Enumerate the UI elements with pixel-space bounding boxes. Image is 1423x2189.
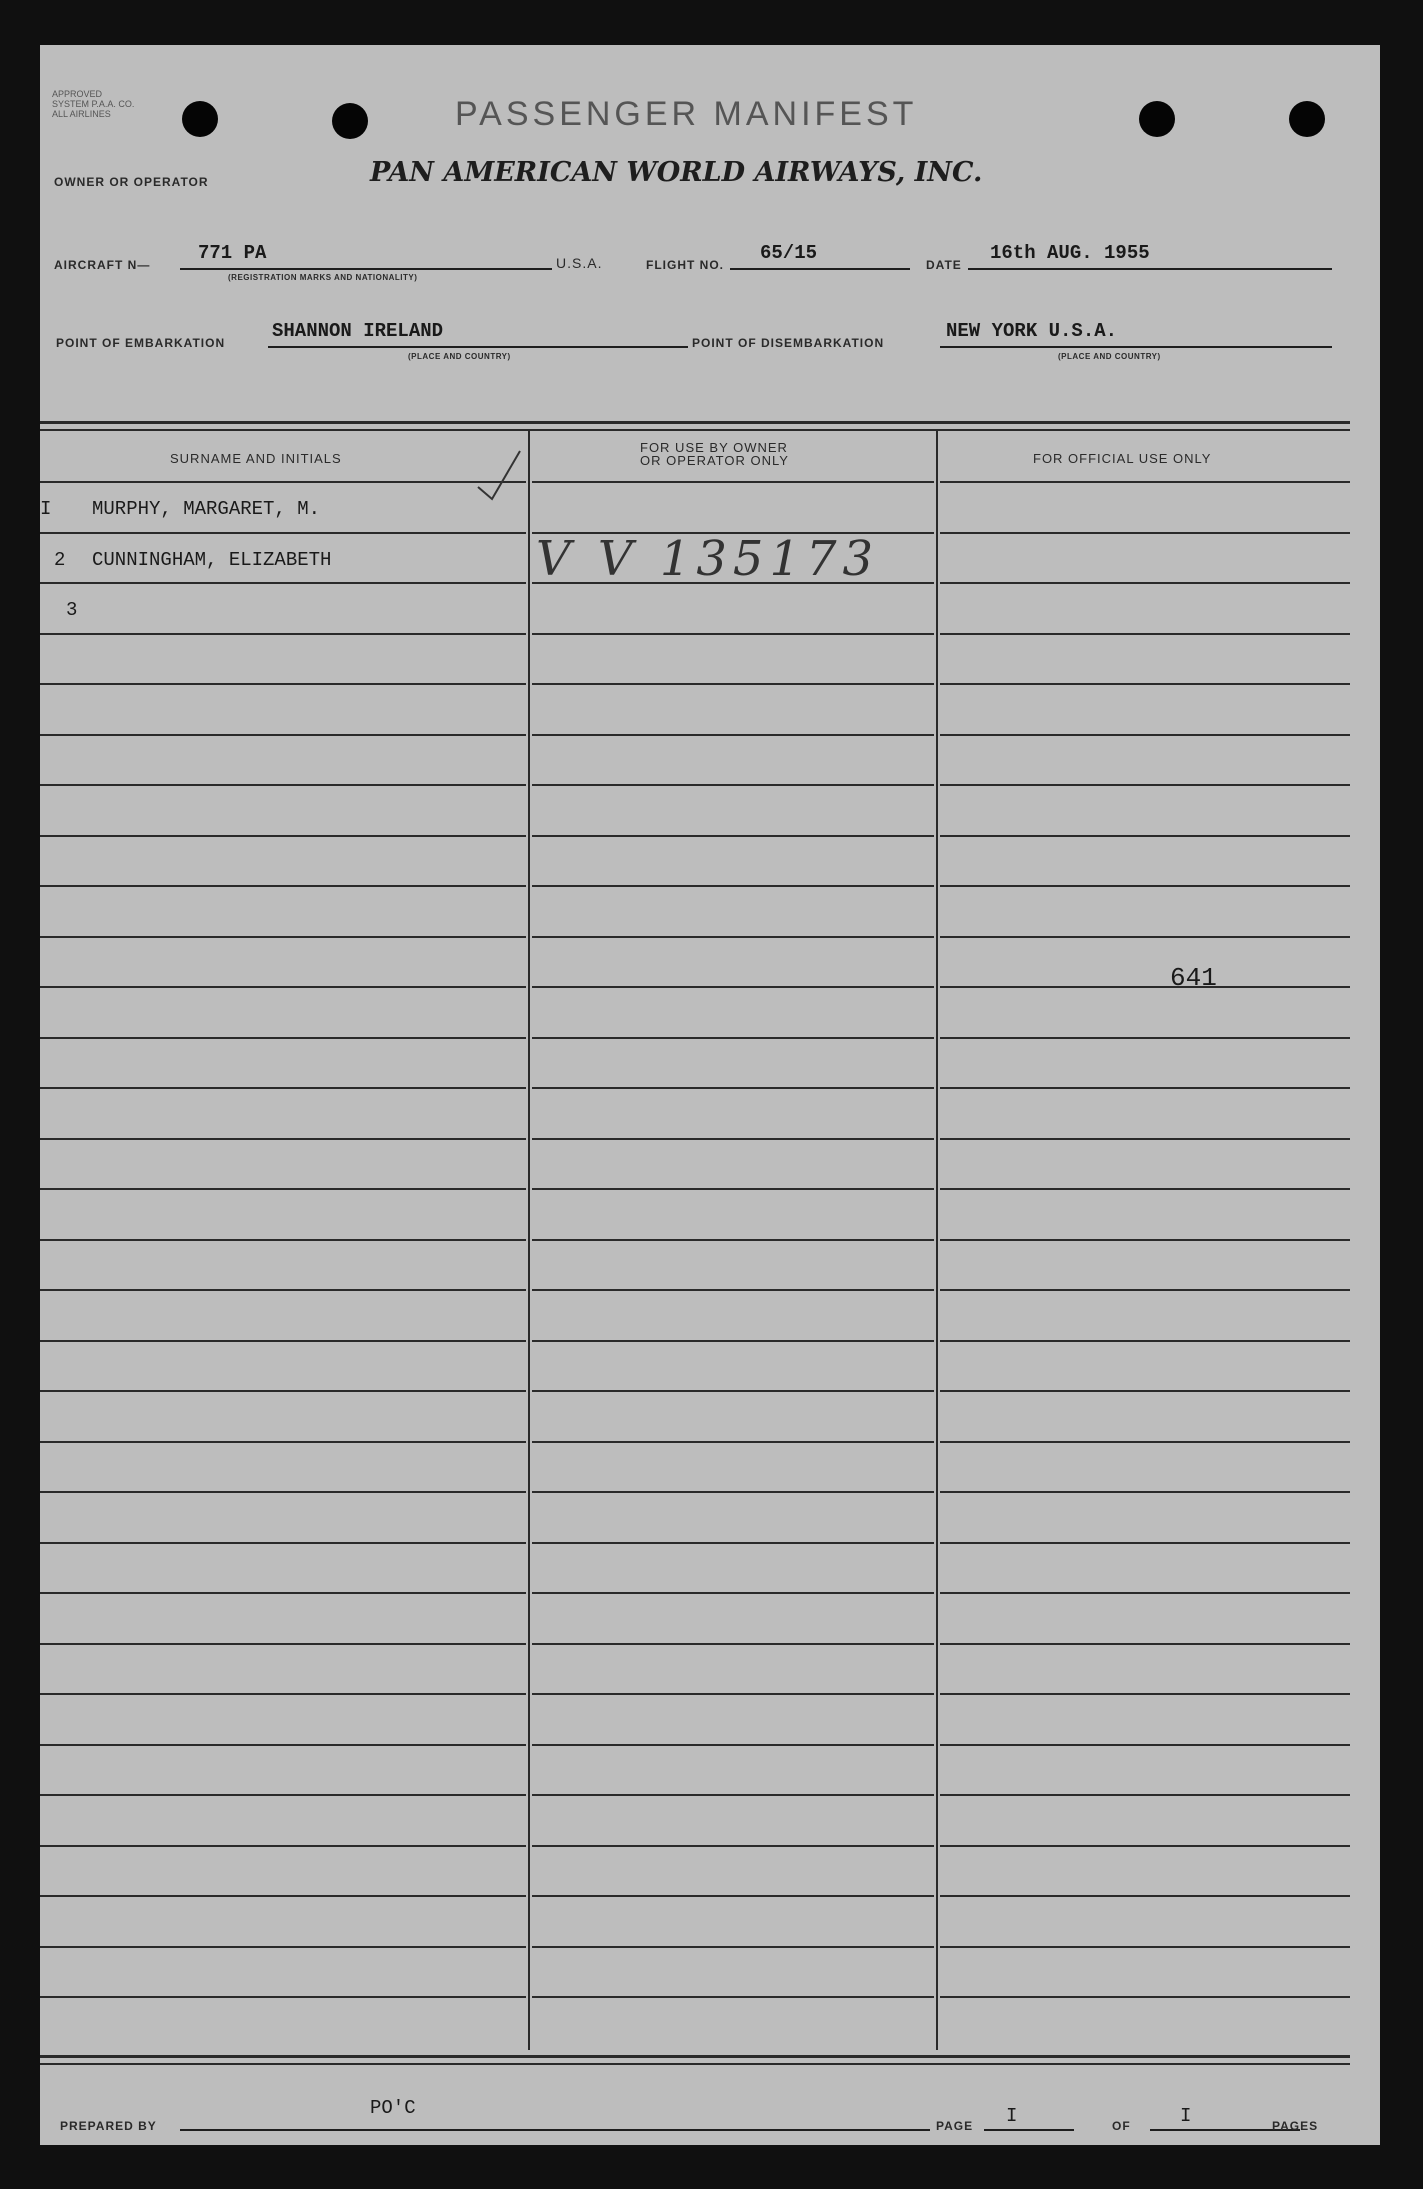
table-row-line	[40, 1441, 526, 1443]
date-underline	[968, 268, 1332, 270]
table-row-line	[532, 1845, 934, 1847]
usa-label: U.S.A.	[556, 255, 603, 271]
aircraft-underline	[180, 268, 552, 270]
approved-stamp-line: APPROVED	[52, 89, 103, 99]
aircraft-sublabel: (REGISTRATION MARKS AND NATIONALITY)	[228, 273, 418, 282]
table-row-line	[940, 481, 1350, 483]
table-row-line	[532, 885, 934, 887]
table-row-line	[940, 936, 1350, 938]
table-row-line	[40, 734, 526, 736]
passenger-name: CUNNINGHAM, ELIZABETH	[92, 549, 332, 571]
table-row-line	[532, 734, 934, 736]
table-row-line	[40, 1491, 526, 1493]
table-bottom-rule	[40, 2055, 1350, 2058]
approved-stamp-line: SYSTEM P.A.A. CO.	[52, 99, 135, 109]
embarkation-sublabel: (PLACE AND COUNTRY)	[408, 352, 511, 361]
table-row-line	[532, 1592, 934, 1594]
table-row-line	[40, 1643, 526, 1645]
prepared-by-underline	[180, 2129, 930, 2131]
table-row-line	[940, 1946, 1350, 1948]
table-row-line	[532, 1188, 934, 1190]
form-title: PASSENGER MANIFEST	[455, 95, 918, 133]
disembarkation-value: NEW YORK U.S.A.	[946, 320, 1118, 342]
col-operator-header-line2: OR OPERATOR ONLY	[640, 453, 789, 468]
of-value: I	[1180, 2105, 1192, 2127]
table-row-line	[940, 1895, 1350, 1897]
aircraft-label: AIRCRAFT N—	[54, 258, 151, 272]
table-row-line	[532, 1441, 934, 1443]
punch-hole	[332, 103, 368, 139]
table-row-line	[532, 1996, 934, 1998]
operator-handwritten-number: V V 135173	[536, 531, 880, 587]
table-row-line	[940, 986, 1350, 988]
table-row-line	[532, 1037, 934, 1039]
date-label: DATE	[926, 258, 962, 272]
table-row-line	[532, 1693, 934, 1695]
table-row-line	[532, 835, 934, 837]
embarkation-underline	[268, 346, 688, 348]
table-row-line	[532, 1138, 934, 1140]
table-row-line	[940, 1239, 1350, 1241]
column-divider	[528, 430, 530, 2050]
passenger-name: MURPHY, MARGARET, M.	[92, 498, 321, 520]
table-row-line	[40, 1390, 526, 1392]
table-row-line	[532, 1087, 934, 1089]
table-row-line	[532, 1239, 934, 1241]
official-number: 641	[1170, 963, 1217, 993]
table-row-line	[40, 1744, 526, 1746]
page-label: PAGE	[936, 2119, 974, 2133]
table-row-line	[940, 1289, 1350, 1291]
table-row-line	[40, 1340, 526, 1342]
table-row-line	[40, 1087, 526, 1089]
owner-value: PAN AMERICAN WORLD AIRWAYS, INC.	[370, 157, 983, 188]
table-row-line	[940, 1643, 1350, 1645]
table-row-line	[40, 1845, 526, 1847]
of-label: OF	[1112, 2119, 1131, 2133]
table-row-line	[940, 1794, 1350, 1796]
prepared-by-value: PO'C	[370, 2097, 416, 2119]
col-official-header: FOR OFFICIAL USE ONLY	[1033, 451, 1212, 466]
table-row-line	[40, 1693, 526, 1695]
embarkation-label: POINT OF EMBARKATION	[56, 336, 226, 350]
table-row-line	[532, 986, 934, 988]
table-row-line	[940, 683, 1350, 685]
table-row-line	[40, 986, 526, 988]
table-row-line	[532, 683, 934, 685]
disembarkation-label: POINT OF DISEMBARKATION	[692, 336, 885, 350]
table-row-line	[40, 1037, 526, 1039]
table-bottom-rule	[40, 2063, 1350, 2065]
table-row-line	[532, 1794, 934, 1796]
col-surname-header: SURNAME AND INITIALS	[170, 451, 342, 466]
table-row-line	[40, 1895, 526, 1897]
punch-hole	[182, 101, 218, 137]
table-row-line	[940, 1592, 1350, 1594]
table-row-line	[940, 633, 1350, 635]
punch-hole	[1139, 101, 1175, 137]
table-row-line	[40, 1239, 526, 1241]
table-row-line	[532, 1542, 934, 1544]
table-row-line	[940, 1744, 1350, 1746]
table-row-line	[40, 835, 526, 837]
table-row-line	[532, 1643, 934, 1645]
table-row-line	[40, 885, 526, 887]
row-number: 3	[66, 599, 78, 621]
table-row-line	[940, 835, 1350, 837]
table-row-line	[40, 1289, 526, 1291]
table-row-line	[40, 936, 526, 938]
table-row-line	[40, 683, 526, 685]
table-row-line	[40, 1138, 526, 1140]
table-row-line	[940, 1441, 1350, 1443]
table-row-line	[940, 1138, 1350, 1140]
table-row-line	[940, 1087, 1350, 1089]
manifest-sheet	[40, 45, 1380, 2145]
table-row-line	[940, 1542, 1350, 1544]
table-row-line	[532, 1340, 934, 1342]
table-row-line	[940, 1390, 1350, 1392]
date-value: 16th AUG. 1955	[990, 242, 1150, 264]
table-row-line	[40, 633, 526, 635]
table-top-rule	[40, 429, 1350, 431]
table-row-line	[532, 1744, 934, 1746]
table-row-line	[940, 532, 1350, 534]
table-row-line	[532, 1895, 934, 1897]
table-row-line	[940, 1996, 1350, 1998]
col-operator-header-line1: FOR USE BY OWNER	[640, 440, 788, 455]
table-row-line	[940, 734, 1350, 736]
table-row-line	[940, 582, 1350, 584]
table-row-line	[532, 1390, 934, 1392]
owner-label: OWNER OR OPERATOR	[54, 175, 209, 189]
disembarkation-underline	[940, 346, 1332, 348]
table-row-line	[40, 1542, 526, 1544]
disembarkation-sublabel: (PLACE AND COUNTRY)	[1058, 352, 1161, 361]
table-row-line	[940, 1491, 1350, 1493]
table-top-rule	[40, 421, 1350, 424]
table-row-line	[40, 1188, 526, 1190]
table-row-line	[532, 481, 934, 483]
table-row-line	[532, 1491, 934, 1493]
table-row-line	[40, 1592, 526, 1594]
table-row-line	[40, 1946, 526, 1948]
punch-hole	[1289, 101, 1325, 137]
pages-label: PAGES	[1272, 2119, 1319, 2133]
flight-underline	[730, 268, 910, 270]
table-row-line	[532, 784, 934, 786]
table-row-line	[532, 936, 934, 938]
flight-value: 65/15	[760, 242, 818, 264]
aircraft-value: 771 PA	[198, 242, 267, 264]
table-row-line	[40, 481, 526, 483]
page-underline	[984, 2129, 1074, 2131]
approved-stamp	[52, 89, 134, 119]
row-number: 2	[54, 549, 66, 571]
table-row-line	[40, 532, 526, 534]
table-row-line	[532, 1289, 934, 1291]
table-row-line	[940, 1188, 1350, 1190]
table-row-line	[40, 784, 526, 786]
table-row-line	[940, 1845, 1350, 1847]
prepared-by-label: PREPARED BY	[60, 2119, 157, 2133]
table-row-line	[40, 582, 526, 584]
flight-label: FLIGHT NO.	[646, 258, 724, 272]
table-row-line	[940, 784, 1350, 786]
embarkation-value: SHANNON IRELAND	[272, 320, 444, 342]
table-row-line	[40, 1996, 526, 1998]
table-row-line	[532, 633, 934, 635]
row-number: I	[40, 498, 52, 520]
approved-stamp-line: ALL AIRLINES	[52, 109, 111, 119]
table-row-line	[940, 1340, 1350, 1342]
check-mark-icon	[470, 445, 530, 505]
page-value: I	[1006, 2105, 1018, 2127]
table-row-line	[40, 1794, 526, 1796]
table-row-line	[940, 1037, 1350, 1039]
table-row-line	[940, 1693, 1350, 1695]
table-row-line	[532, 1946, 934, 1948]
column-divider	[936, 430, 938, 2050]
table-row-line	[940, 885, 1350, 887]
